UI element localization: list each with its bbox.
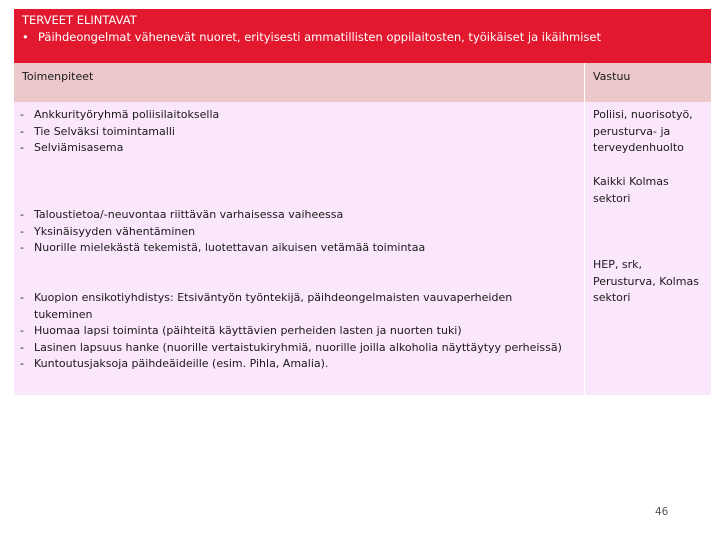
table-body-row — [14, 102, 711, 395]
responsibility-1: Poliisi, nuorisotyö, perusturva- ja terveydenhuolto — [593, 108, 693, 154]
list-item: - Huomaa lapsi toiminta (päihteitä käyttävien perheiden lasten ja nuorten tuki) — [20, 324, 462, 337]
list-item: - Tie Selväksi toimintamalli — [20, 124, 175, 138]
column-header-responsibility: Vastuu — [585, 63, 711, 102]
list-item: - Selviämisasema — [20, 141, 124, 154]
action-group-2 — [20, 207, 578, 257]
list-item: - Ankkurityöryhmä poliisilaitoksella — [20, 108, 220, 121]
responsibility-2: Kaikki Kolmas sektori — [593, 175, 669, 205]
responsibility-cell — [585, 102, 711, 395]
responsibility-3: HEP, srk, Perusturva, Kolmas sektori — [593, 258, 699, 304]
list-item: - Taloustietoa/-neuvontaa riittävän varhaisessa vaiheessa — [20, 208, 344, 221]
list-item: - Yksinäisyyden vähentäminen — [20, 224, 196, 238]
actions-cell — [14, 102, 585, 395]
action-group-1 — [20, 107, 578, 157]
column-header-actions: Toimenpiteet — [14, 63, 585, 102]
list-item: - Nuorille mielekästä tekemistä, luotettavan aikuisen vetämää toimintaa — [20, 241, 426, 254]
header-title: TERVEET ELINTAVAT — [22, 13, 137, 27]
table-header-row — [14, 63, 711, 102]
bullet-icon: • — [22, 30, 29, 44]
header-subtitle: Päihdeongelmat vähenevät nuoret, erityisesti ammatillisten oppilaitosten, työikäiset ja ikäihmiset — [38, 30, 601, 44]
list-item: - Lasinen lapsuus hanke (nuorille vertaistukiryhmiä, nuorille joilla alkoholia näyttäytyy perheissä) — [20, 340, 562, 354]
action-group-3 — [20, 290, 564, 373]
page-number: 46 — [655, 506, 669, 518]
list-item: - Kuopion ensikotiyhdistys: Etsiväntyön työntekijä, päihdeongelmaisten vauvaperheiden tukeminen — [20, 291, 513, 321]
header-subtitle-line — [22, 29, 703, 46]
slide-header — [14, 9, 711, 63]
list-item: - Kuntoutusjaksoja päihdeäideille (esim. Pihla, Amalia). — [20, 357, 329, 370]
actions-table — [14, 63, 711, 395]
